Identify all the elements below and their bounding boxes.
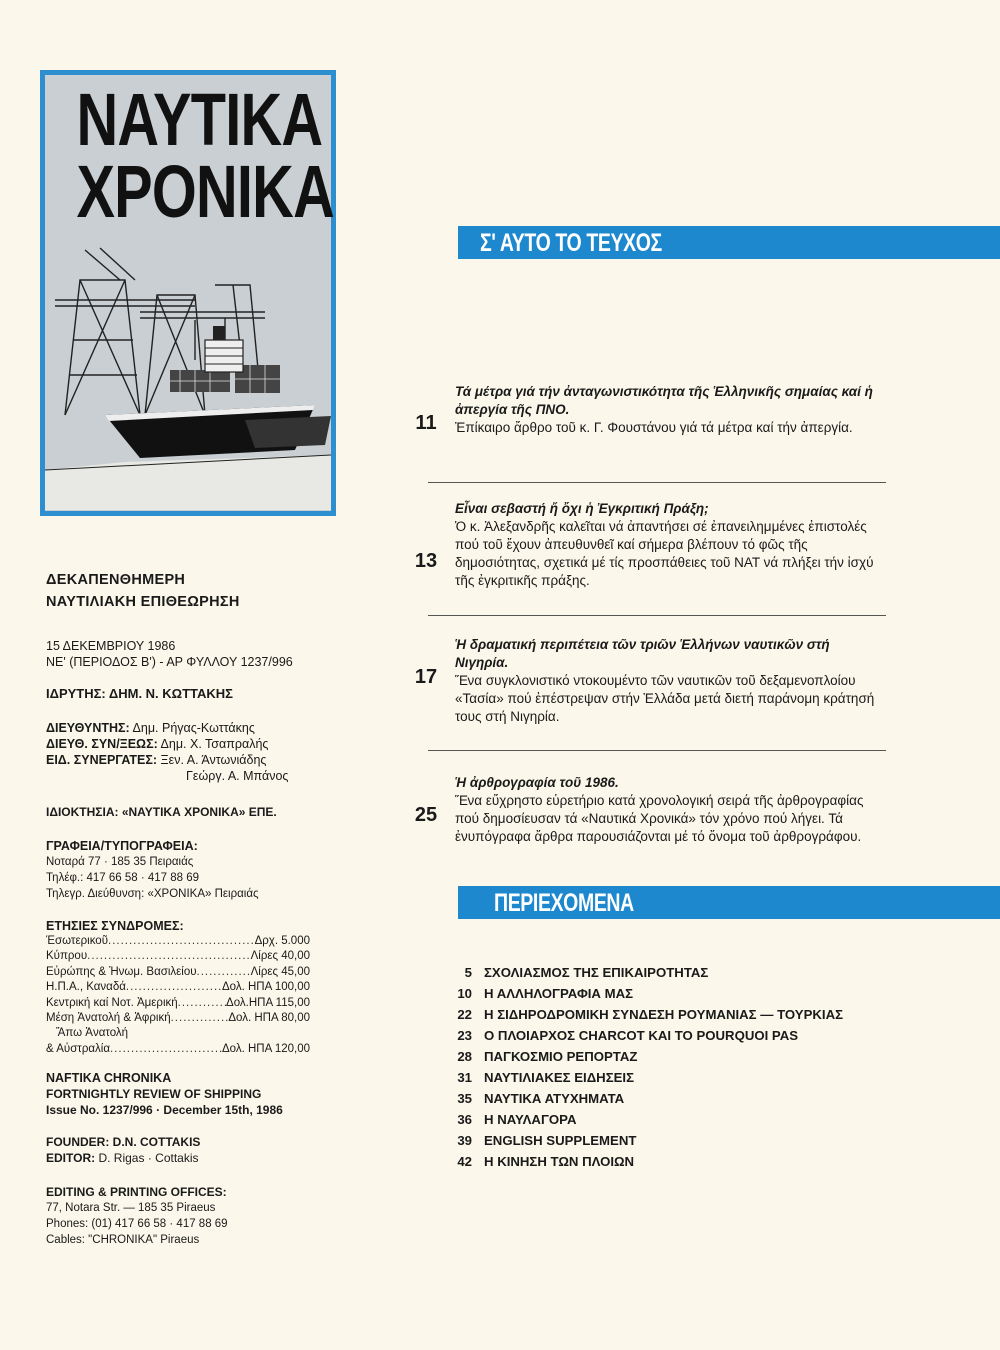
article-text: Ἕνα συγκλονιστικό ντοκουμέντο τῶν ναυτικῶν τοῦ δεξαμενοπλοίου «Τασία» πού ἐπέστρεψαν στήν Ἑλλάδα μετά διετή παράνομη κράτησή τους στή Νιγηρία. [455, 673, 875, 724]
article-item [455, 383, 885, 437]
subscription-region: Κύπρου [46, 950, 88, 963]
contents-item [450, 1004, 890, 1025]
divider [428, 615, 886, 616]
en-subtitle: FORTNIGHTLY REVIEW OF SHIPPING [46, 1087, 262, 1101]
contents-title: ΝΑΥΤΙΛΙΑΚΕΣ ΕΙΔΗΣΕΙΣ [484, 1070, 634, 1085]
in-this-issue-heading: Σ' ΑΥΤΟ ΤΟ ΤΕΥΧΟΣ [480, 229, 662, 257]
contents-list [450, 962, 890, 1172]
contents-page: 5 [464, 965, 472, 980]
subscription-row [46, 980, 310, 995]
subscription-region: Η.Π.Α., Καναδά [46, 981, 126, 994]
contents-page: 36 [457, 1112, 472, 1127]
contents-page: 42 [457, 1154, 472, 1169]
contents-item [450, 1130, 890, 1151]
article-text: Ἕνα εὔχρηστο εὑρετήριο κατά χρονολογική σειρά τῆς ἀρθρογραφίας πού δημοσίευσαν τά «Ναυτικά Χρονικά» τόν χρόνο πού λήγει. Τά ἐνυπόγραφα ἄρθρα παρουσιάζονται μέ τό ὄνομα τοῦ ἀρθρογράφου. [455, 793, 864, 844]
article-text: Ἐπίκαιρο ἄρθρο τοῦ κ. Γ. Φουστάνου γιά τά μέτρα καί τήν ἀπεργία. [455, 420, 853, 435]
cover-title-line1: ΝΑΥΤΙΚΑ [76, 78, 323, 161]
editor-label: ΔΙΕΥΘ. ΣΥΝ/ΞΕΩΣ: [46, 737, 158, 751]
article-title: Τά μέτρα γιά τήν ἀνταγωνιστικότητα τῆς Ἑλληνικῆς σημαίας καί ἡ ἀπεργία τῆς ΠΝΟ. [455, 384, 873, 417]
article-page-number: 25 [414, 804, 438, 826]
subscription-price: Λίρες 45,00 [250, 965, 310, 978]
contents-item [450, 1151, 890, 1172]
special-label: ΕΙΔ. ΣΥΝΕΡΓΑΤΕΣ: [46, 753, 158, 767]
en-founder: FOUNDER: D.N. COTTAKIS [46, 1135, 201, 1149]
subscription-price: Δολ. ΗΠΑ 80,00 [228, 1012, 310, 1025]
contents-item [450, 962, 890, 983]
director-value: Δημ. Ρήγας-Κωττάκης [132, 721, 255, 735]
telegram: Τηλεγρ. Διεύθυνση: «ΧΡΟΝΙΚΑ» Πειραιάς [46, 888, 259, 900]
divider [428, 750, 886, 751]
en-issue: Issue No. 1237/996 · December 15th, 1986 [46, 1103, 283, 1117]
contents-item [450, 1067, 890, 1088]
article-item [455, 774, 885, 846]
subscription-row [46, 1011, 310, 1026]
subscription-price: Δολ. ΗΠΑ 100,00 [221, 981, 310, 994]
article-title: Ἡ ἀρθρογραφία τοῦ 1986. [455, 775, 619, 790]
subscription-region: Κεντρική καί Νοτ. Ἀμερική [46, 996, 178, 1009]
in-this-issue-banner [458, 226, 1000, 259]
subscriptions-heading: ΕΤΗΣΙΕΣ ΣΥΝΔΡΟΜΕΣ: [46, 919, 184, 933]
founder: ΙΔΡΥΤΗΣ: ΔΗΜ. Ν. ΚΩΤΤΑΚΗΣ [46, 686, 233, 701]
contents-title: Η ΣΙΔΗΡΟΔΡΟΜΙΚΗ ΣΥΝΔΕΣΗ ΡΟΥΜΑΝΙΑΣ — ΤΟΥΡΚΙΑΣ [484, 1007, 844, 1022]
divider [428, 482, 886, 483]
contents-banner [458, 886, 1000, 919]
subscription-price: Λίρες 40,00 [250, 950, 310, 963]
contents-title: Ο ΠΛΟΙΑΡΧΟΣ CHARCOT ΚΑΙ ΤΟ POURQUOI PAS [484, 1028, 799, 1043]
article-page-number: 13 [414, 550, 438, 572]
cover-ship-illustration [45, 240, 331, 510]
article-page-number: 17 [414, 666, 438, 688]
subscription-row [46, 1026, 310, 1041]
special-value1: Ξεν. Α. Άντωνιάδης [160, 753, 267, 767]
contents-title: Η ΑΛΛΗΛΟΓΡΑΦΙΑ ΜΑΣ [484, 986, 634, 1001]
subscription-region: Έσωτερικοῦ [46, 935, 108, 947]
subscription-region: Μέση Ἀνατολή & Ἀφρική [46, 1012, 171, 1025]
en-editor-label: EDITOR: [46, 1151, 96, 1165]
en-editor-line [46, 1150, 199, 1166]
special-value2: Γεώργ. Α. Μπάνος [186, 769, 289, 783]
subscription-row [46, 934, 310, 949]
issue-date: 15 ΔΕΚΕΜΒΡΙΟΥ 1986 [46, 639, 176, 653]
subscription-region: & Αὐστραλία [46, 1042, 110, 1055]
en-offices-heading: EDITING & PRINTING OFFICES: [46, 1185, 227, 1199]
contents-page: 39 [457, 1133, 472, 1148]
contents-page: 10 [457, 986, 472, 1001]
en-editor-value: D. Rigas · Cottakis [98, 1151, 199, 1165]
editor-line [46, 736, 268, 752]
contents-page: 31 [457, 1070, 472, 1085]
subscription-price: Δολ. ΗΠΑ 120,00 [221, 1042, 310, 1055]
contents-title: ΣΧΟΛΙΑΣΜΟΣ ΤΗΣ ΕΠΙΚΑΙΡΟΤΗΤΑΣ [484, 965, 709, 980]
subscription-row [46, 996, 310, 1011]
contents-title: ENGLISH SUPPLEMENT [484, 1133, 637, 1148]
editor-value: Δημ. Χ. Τσαπραλής [160, 737, 269, 751]
contents-page: 22 [457, 1007, 472, 1022]
owner: ΙΔΙΟΚΤΗΣΙΑ: «ΝΑΥΤΙΚΑ ΧΡΟΝΙΚΑ» ΕΠΕ. [46, 805, 277, 819]
contents-page: 35 [457, 1091, 472, 1106]
subscription-price: Δρχ. 5.000 [254, 935, 310, 947]
contents-item [450, 983, 890, 1004]
article-page-number: 11 [415, 412, 437, 434]
article-text: Ὁ κ. Ἀλεξανδρῆς καλεῖται νά ἀπαντήσει σέ ἐπανειλημμένες ἐπιστολές πού τοῦ ἔχουν ἀπευθυνθεῖ καί σήμερα βλέπουν τό φῶς τῆς δημοσιότητας, σχετικά μέ τίς προσπάθειες τοῦ ΝΑΤ νά πλήξει τήν ἰσχύ τῆς ἐγκριτικῆς πράξης. [455, 519, 874, 588]
contents-title: Η ΚΙΝΗΣΗ ΤΩΝ ΠΛΟΙΩΝ [484, 1154, 635, 1169]
article-title: Εἶναι σεβαστή ἤ ὄχι ἡ Ἐγκριτική Πράξη; [455, 501, 709, 516]
subscription-row [46, 965, 310, 980]
contents-title: Η ΝΑΥΛΑΓΟΡΑ [484, 1112, 577, 1127]
cover-title-line2: ΧΡΟΝΙΚΑ [76, 150, 334, 233]
director-line [46, 720, 255, 736]
contents-heading: ΠΕΡΙΕΧΟΜΕΝΑ [494, 889, 634, 917]
en-cables: Cables: "CHRONIKA" Piraeus [46, 1234, 200, 1246]
article-item [455, 636, 885, 726]
issue-number: ΝΕ' (ΠΕΡΙΟΔΟΣ Β') - ΑΡ ΦΥΛΛΟΥ 1237/996 [46, 655, 293, 669]
offices-heading: ΓΡΑΦΕΙΑ/ΤΥΠΟΓΡΑΦΕΙΑ: [46, 839, 198, 853]
special-line [46, 752, 266, 768]
subscription-row [46, 1042, 310, 1057]
subscription-region: Ἄπω Ἀνατολή [56, 1027, 129, 1040]
contents-item [450, 1109, 890, 1130]
en-title: NAFTIKA CHRONIKA [46, 1071, 172, 1085]
contents-page: 28 [457, 1049, 472, 1064]
en-address: 77, Notara Str. — 185 35 Piraeus [46, 1202, 216, 1214]
contents-item [450, 1025, 890, 1046]
article-title: Ἡ δραματική περιπέτεια τῶν τριῶν Ἑλλήνων ναυτικῶν στή Νιγηρία. [455, 637, 830, 670]
contents-item [450, 1046, 890, 1067]
subtitle-line2: ΝΑΥΤΙΛΙΑΚΗ ΕΠΙΘΕΩΡΗΣΗ [46, 594, 240, 610]
address: Νοταρά 77 · 185 35 Πειραιάς [46, 856, 194, 868]
cover-box [40, 70, 336, 516]
article-item [455, 500, 885, 590]
subscription-price: Δολ.ΗΠΑ 115,00 [226, 996, 310, 1009]
subscription-list [46, 934, 310, 1057]
contents-item [450, 1088, 890, 1109]
subscription-row [46, 949, 310, 964]
contents-page: 23 [457, 1028, 472, 1043]
contents-title: ΠΑΓΚΟΣΜΙΟ ΡΕΠΟΡΤΑΖ [484, 1049, 638, 1064]
en-phone: Phones: (01) 417 66 58 · 417 88 69 [46, 1218, 228, 1230]
director-label: ΔΙΕΥΘΥΝΤΗΣ: [46, 721, 130, 735]
subscription-region: Εὐρώπης & Ἡνωμ. Βασιλείου [46, 965, 197, 978]
contents-title: ΝΑΥΤΙΚΑ ΑΤΥΧΗΜΑΤΑ [484, 1091, 625, 1106]
subtitle-line1: ΔΕΚΑΠΕΝΘΗΜΕΡΗ [46, 572, 186, 588]
phone: Τηλέφ.: 417 66 58 · 417 88 69 [46, 872, 200, 884]
